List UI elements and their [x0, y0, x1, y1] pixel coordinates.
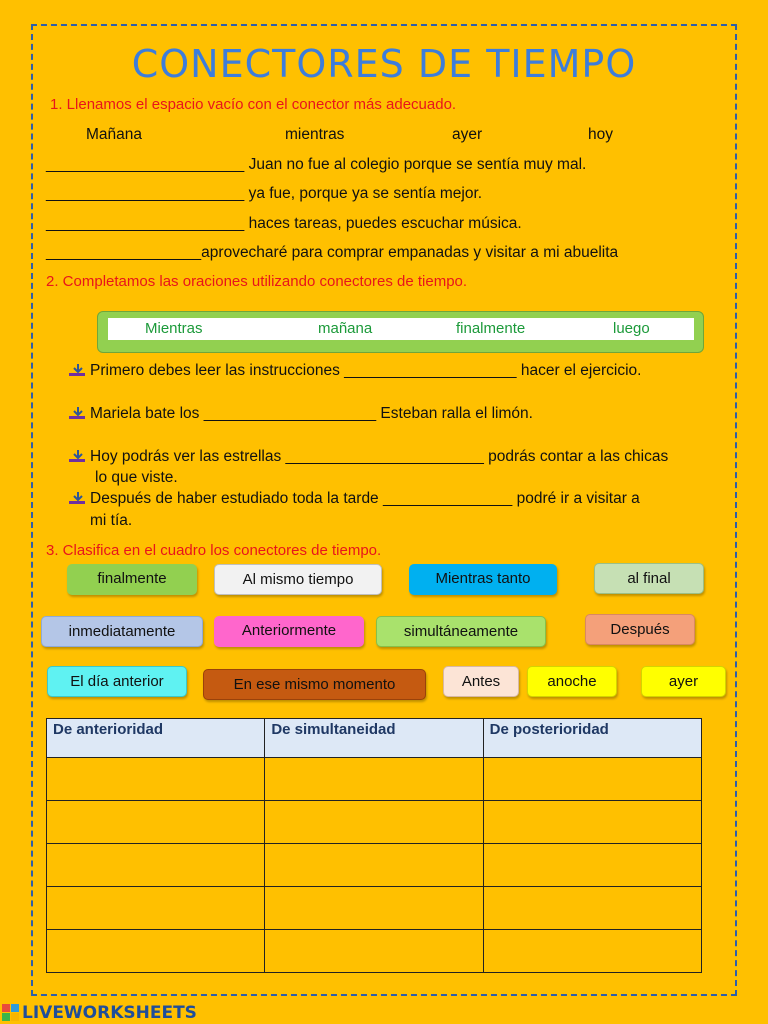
- arrow-bullet-icon: [69, 450, 85, 464]
- arrow-bullet-icon: [69, 407, 85, 421]
- section3-heading: 3. Clasifica en el cuadro los conectores de tiempo.: [46, 542, 382, 559]
- table-cell[interactable]: [265, 844, 483, 887]
- table-cell[interactable]: [483, 844, 701, 887]
- table-row: [47, 758, 702, 801]
- word-bank-item: Mañana: [86, 126, 143, 143]
- table-cell[interactable]: [47, 758, 265, 801]
- connector-chip[interactable]: anoche: [527, 666, 617, 697]
- table-cell[interactable]: [483, 758, 701, 801]
- connector-chip[interactable]: al final: [594, 563, 704, 594]
- word-bank-item: ayer: [452, 126, 483, 143]
- sentence-2[interactable]: _______________________ ya fue, porque ya se sentía mejor.: [46, 185, 483, 202]
- word-bank-item: mientras: [285, 126, 345, 143]
- sentence-item-2[interactable]: Mariela bate los ____________________ Esteban ralla el limón.: [90, 405, 533, 422]
- sentence-item-4[interactable]: Después de haber estudiado toda la tarde _______________ podré ir a visitar a: [90, 490, 640, 507]
- word-bank-item: Mientras: [145, 320, 203, 337]
- table-row: [47, 844, 702, 887]
- connector-chip[interactable]: El día anterior: [47, 666, 187, 697]
- section1-heading: 1. Llenamos el espacio vacío con el conector más adecuado.: [50, 96, 457, 113]
- connector-chip[interactable]: Mientras tanto: [409, 564, 557, 595]
- word-bank-item: luego: [613, 320, 650, 337]
- connector-chip[interactable]: ayer: [641, 666, 726, 697]
- table-cell[interactable]: [265, 801, 483, 844]
- connector-chip[interactable]: Antes: [443, 666, 519, 697]
- connector-chip[interactable]: Después: [585, 614, 695, 645]
- table-cell[interactable]: [483, 930, 701, 973]
- sentence-1[interactable]: _______________________ Juan no fue al colegio porque se sentía muy mal.: [46, 156, 587, 173]
- section2-word-bank: [97, 311, 704, 353]
- table-cell[interactable]: [47, 887, 265, 930]
- sentence-item-1[interactable]: Primero debes leer las instrucciones ____________________ hacer el ejercicio.: [90, 362, 642, 379]
- liveworksheets-logo-icon: [2, 1004, 20, 1021]
- table-cell[interactable]: [265, 887, 483, 930]
- sentence-item-4-cont: mi tía.: [90, 512, 133, 529]
- table-row: [47, 801, 702, 844]
- table-cell[interactable]: [47, 801, 265, 844]
- table-header-posterioridad: De posterioridad: [483, 719, 701, 758]
- table-cell[interactable]: [483, 801, 701, 844]
- word-bank-item: hoy: [588, 126, 613, 143]
- table-row: [47, 930, 702, 973]
- sentence-4[interactable]: __________________aprovecharé para comprar empanadas y visitar a mi abuelita: [46, 244, 619, 261]
- section2-heading: 2. Completamos las oraciones utilizando conectores de tiempo.: [46, 273, 468, 290]
- word-bank-item: mañana: [318, 320, 373, 337]
- table-cell[interactable]: [47, 844, 265, 887]
- page-title: CONECTORES DE TIEMPO: [131, 42, 637, 86]
- table-header-anterioridad: De anterioridad: [47, 719, 265, 758]
- connector-chip[interactable]: Al mismo tiempo: [214, 564, 382, 595]
- sentence-item-3-cont: lo que viste.: [95, 469, 178, 486]
- table-row: [47, 887, 702, 930]
- table-cell[interactable]: [265, 930, 483, 973]
- table-cell[interactable]: [483, 887, 701, 930]
- sentence-3[interactable]: _______________________ haces tareas, puedes escuchar música.: [46, 215, 522, 232]
- table-header-simultaneidad: De simultaneidad: [265, 719, 483, 758]
- connector-chip[interactable]: En ese mismo momento: [203, 669, 426, 700]
- table-cell[interactable]: [265, 758, 483, 801]
- connector-chip[interactable]: inmediatamente: [41, 616, 203, 647]
- connector-chip[interactable]: Anteriormente: [214, 616, 364, 647]
- connector-chip[interactable]: finalmente: [67, 564, 197, 595]
- arrow-bullet-icon: [69, 364, 85, 378]
- connector-chip[interactable]: simultáneamente: [376, 616, 546, 647]
- sentence-item-3[interactable]: Hoy podrás ver las estrellas _______________________ podrás contar a las chicas: [90, 448, 669, 465]
- word-bank-item: finalmente: [456, 320, 526, 337]
- classification-table: [46, 718, 702, 973]
- arrow-bullet-icon: [69, 492, 85, 506]
- liveworksheets-brand[interactable]: LIVEWORKSHEETS: [22, 1003, 197, 1023]
- table-cell[interactable]: [47, 930, 265, 973]
